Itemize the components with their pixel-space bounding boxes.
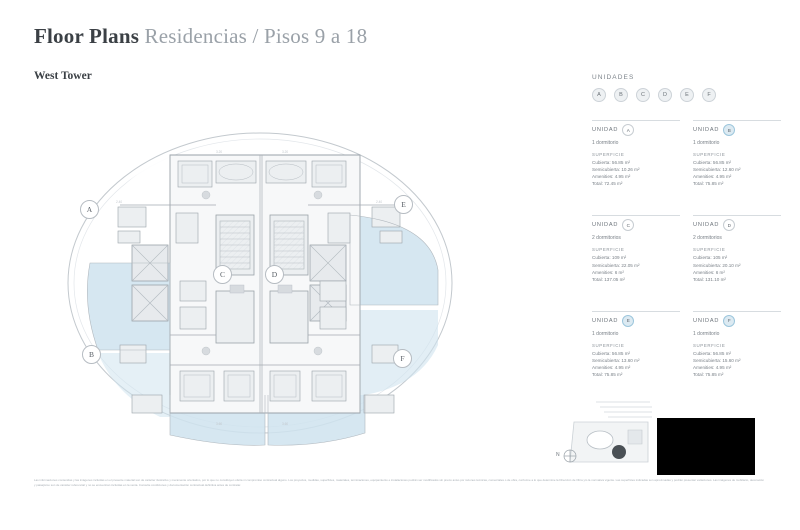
- svg-text:3.60: 3.60: [282, 422, 289, 426]
- unit-surface-line: Amenities: 4.95 m²: [592, 174, 631, 180]
- unit-card-b[interactable]: [693, 120, 781, 187]
- unit-rooms: 1 dormitorio: [592, 330, 619, 337]
- unit-rooms: 1 dormitorio: [693, 330, 720, 337]
- floor-plan-svg: [20, 95, 550, 475]
- card-rule: [592, 215, 680, 216]
- unit-label: UNIDAD: [592, 222, 619, 229]
- units-legend-dots: [592, 88, 782, 102]
- unit-card-e[interactable]: [592, 311, 680, 378]
- unit-card-f[interactable]: [693, 311, 781, 378]
- svg-text:3.60: 3.60: [216, 422, 223, 426]
- legend-dot-e[interactable]: E: [680, 88, 694, 102]
- unit-rooms: 1 dormitorio: [592, 140, 619, 146]
- tower-subtitle: West Tower: [34, 70, 92, 82]
- unit-badge-d: D: [723, 219, 735, 231]
- unit-surface-line: Semicubierta: 10.26 m²: [592, 167, 640, 173]
- svg-text:2.40: 2.40: [116, 200, 123, 204]
- unit-surface-line: Cubierta: 109 m²: [592, 255, 627, 261]
- card-rule: [592, 120, 680, 121]
- unit-surface-line: Total: 75.85 m²: [693, 181, 724, 187]
- unit-surface-line: Semicubierta: 15.60 m²: [693, 357, 741, 363]
- unit-surface-line: Amenities: 4.95 m²: [592, 365, 631, 371]
- unit-rooms: 1 dormitorio: [693, 140, 720, 146]
- unit-card-c[interactable]: [592, 215, 680, 282]
- unit-surface-lines: [592, 159, 680, 187]
- legend-dot-d[interactable]: D: [658, 88, 672, 102]
- unit-card-d[interactable]: [693, 215, 781, 282]
- unit-card-header: [693, 219, 781, 231]
- card-rule: [693, 215, 781, 216]
- svg-text:2.40: 2.40: [376, 200, 383, 204]
- unit-badge-b: B: [723, 124, 735, 136]
- unit-badge-e: E: [622, 315, 634, 327]
- unit-surface-line: Amenities: 6 m²: [693, 269, 725, 275]
- page-title-light: Residencias / Pisos 9 a 18: [144, 24, 368, 48]
- card-rule: [693, 120, 781, 121]
- svg-text:3.20: 3.20: [282, 150, 289, 154]
- unit-surface-lines: [693, 254, 781, 282]
- unit-surface-label: SUPERFICIE: [592, 247, 625, 253]
- unit-surface-label: SUPERFICIE: [592, 342, 625, 348]
- north-indicator-label: N: [556, 452, 560, 458]
- plan-marker-f[interactable]: F: [393, 349, 412, 368]
- svg-text:3.20: 3.20: [216, 150, 223, 154]
- plan-marker-a[interactable]: A: [80, 200, 99, 219]
- legend-dot-b[interactable]: B: [614, 88, 628, 102]
- site-key-plan-svg: [556, 400, 656, 470]
- unit-surface-lines: [693, 159, 781, 187]
- unit-surface-line: Total: 137.05 m²: [592, 276, 625, 282]
- unit-badge-a: A: [622, 124, 634, 136]
- unit-surface-line: Cubierta: 56.85 m²: [592, 160, 631, 165]
- unit-surface-lines: [592, 254, 680, 282]
- unit-card-header: [592, 315, 680, 327]
- unit-label: UNIDAD: [693, 317, 720, 324]
- unit-surface-line: Cubierta: 56.85 m²: [693, 350, 732, 356]
- unit-badge-c: C: [622, 219, 634, 231]
- unit-surface-line: Amenities: 4.95 m²: [693, 174, 732, 180]
- unit-card-header: [592, 124, 680, 136]
- unit-surface-label: SUPERFICIE: [693, 152, 726, 157]
- legend-dot-a[interactable]: A: [592, 88, 606, 102]
- unit-surface-label: SUPERFICIE: [693, 342, 726, 348]
- unit-surface-line: Total: 72.45 m²: [592, 181, 623, 187]
- unit-surface-line: Total: 75.85 m²: [592, 372, 623, 378]
- unit-card-header: [592, 219, 680, 231]
- legend-dot-f[interactable]: F: [702, 88, 716, 102]
- unit-rooms: 2 dormitorios: [592, 235, 621, 242]
- unit-cards-grid: [592, 120, 784, 378]
- unit-surface-line: Semicubierta: 12.60 m²: [693, 167, 741, 173]
- unit-label: UNIDAD: [693, 222, 720, 229]
- unit-surface-line: Semicubierta: 22.05 m²: [592, 262, 640, 268]
- unit-surface-label: SUPERFICIE: [592, 152, 625, 157]
- plan-marker-d[interactable]: D: [265, 265, 284, 284]
- unit-surface-line: Total: 131.10 m²: [693, 276, 726, 282]
- units-legend: [592, 74, 782, 102]
- legal-disclaimer: Las informaciones contenidas y las imágenes incluidas en el presente material son de carácter ilustrativo y meramente orientativo, por lo que no constituyen oferta ni compromiso contractual alguno. Los proyectos, medidas, superficies, materiales, terminaciones, equipamiento e instalaciones podrán ser modificados sin previo aviso por razones técnicas, comerciales o de obra, conforme a lo que determine la Dirección de Obra y/o la normativa vigente. Las superficies indicadas son aproximadas y podrán presentar variaciones. Las imágenes de mobiliario, decoración y paisajismo son de carácter referencial y no se encuentran incluidas en la venta. Consulte condiciones y documentación contractual definitiva antes de contratar.: [34, 478, 764, 488]
- unit-surface-label: SUPERFICIE: [693, 247, 726, 253]
- unit-rooms: 2 dormitorios: [693, 235, 722, 242]
- plan-marker-e[interactable]: E: [394, 195, 413, 214]
- unit-surface-line: Cubierta: 56.85 m²: [592, 350, 631, 356]
- plan-marker-b[interactable]: B: [82, 345, 101, 364]
- card-rule: [693, 311, 781, 312]
- unit-surface-line: Amenities: 4.95 m²: [693, 365, 732, 371]
- unit-surface-lines: [693, 350, 781, 378]
- unit-surface-line: Semicubierta: 20.10 m²: [693, 262, 741, 268]
- units-legend-title: UNIDADES: [592, 74, 635, 81]
- site-key-plan: [556, 400, 656, 470]
- card-rule: [592, 311, 680, 312]
- unit-card-a[interactable]: [592, 120, 680, 187]
- unit-surface-line: Cubierta: 105 m²: [693, 255, 728, 261]
- unit-badge-f: F: [723, 315, 735, 327]
- unit-surface-line: Amenities: 6 m²: [592, 269, 624, 275]
- unit-surface-line: Total: 75.85 m²: [693, 372, 724, 378]
- floor-plan-drawing: [20, 95, 550, 475]
- unit-card-header: [693, 124, 781, 136]
- unit-card-header: [693, 315, 781, 327]
- unit-label: UNIDAD: [592, 127, 619, 133]
- unit-surface-line: Cubierta: 56.85 m²: [693, 160, 732, 165]
- unit-surface-line: Semicubierta: 13.60 m²: [592, 357, 640, 363]
- image-placeholder: [657, 418, 755, 475]
- plan-marker-c[interactable]: C: [213, 265, 232, 284]
- page-title-bold: Floor Plans: [34, 24, 140, 48]
- page-title: [34, 24, 367, 49]
- unit-label: UNIDAD: [693, 127, 720, 133]
- legend-dot-c[interactable]: C: [636, 88, 650, 102]
- unit-label: UNIDAD: [592, 317, 619, 324]
- unit-surface-lines: [592, 350, 680, 378]
